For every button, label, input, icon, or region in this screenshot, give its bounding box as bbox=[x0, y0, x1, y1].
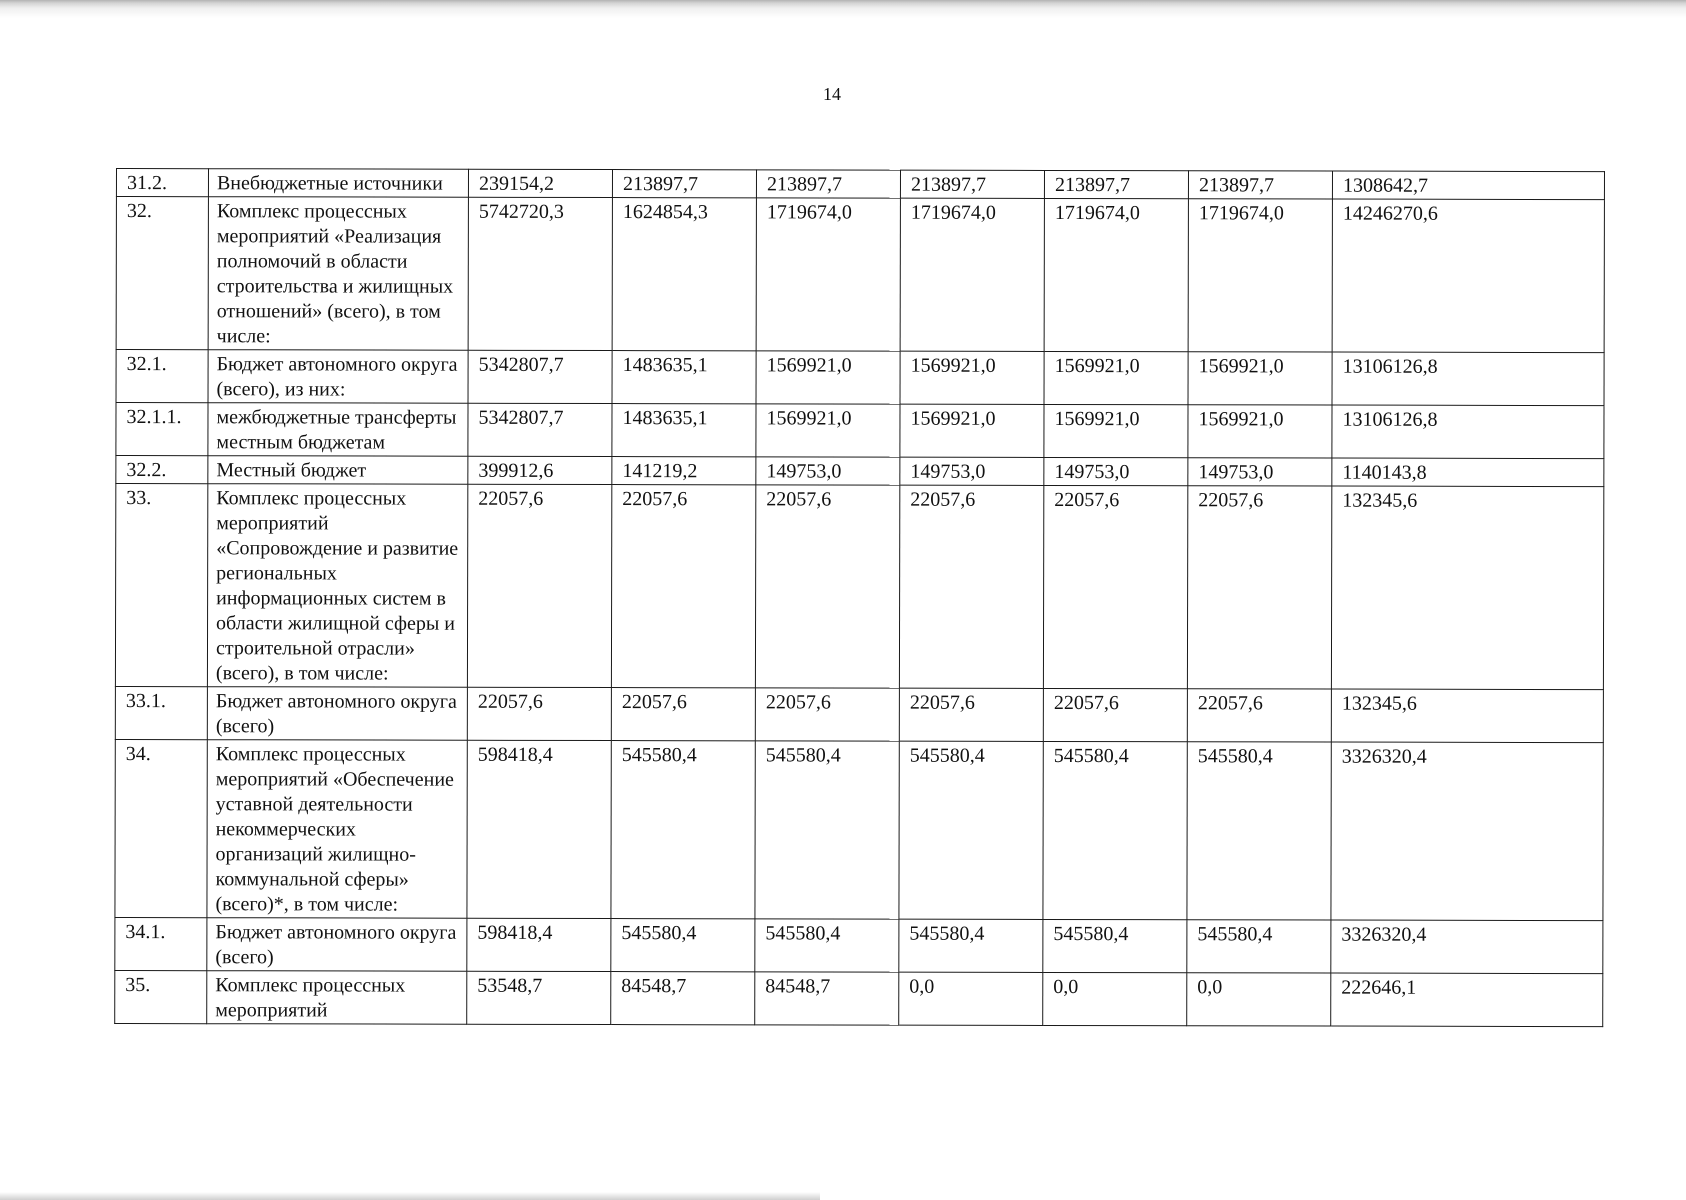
value-cell: 149753,0 bbox=[900, 457, 1044, 485]
table-row bbox=[116, 350, 1604, 406]
row-name: Комплекс процессных мероприятий «Сопровождение и развитие региональных информационных систем в области жилищной сферы и строительной отрасли» (всего), в том числе: bbox=[207, 484, 467, 688]
row-name: Бюджет автономного округа (всего), из них: bbox=[208, 350, 468, 404]
scan-edge-bottom bbox=[0, 1192, 820, 1200]
page-number: 14 bbox=[823, 84, 841, 104]
value-cell: 1569921,0 bbox=[1044, 404, 1188, 457]
value-cell: 3326320,4 bbox=[1331, 742, 1603, 921]
value-cell: 132345,6 bbox=[1331, 486, 1603, 690]
value-cell: 1140143,8 bbox=[1332, 458, 1604, 487]
budget-table bbox=[114, 168, 1605, 1027]
value-cell: 545580,4 bbox=[1187, 920, 1331, 973]
value-cell: 1569921,0 bbox=[1044, 351, 1188, 404]
value-cell: 22057,6 bbox=[899, 688, 1043, 741]
value-cell: 22057,6 bbox=[1187, 689, 1331, 742]
row-code: 31.2. bbox=[116, 169, 208, 197]
value-cell: 1308642,7 bbox=[1332, 171, 1604, 200]
value-cell: 598418,4 bbox=[467, 740, 611, 918]
row-code: 33. bbox=[115, 484, 207, 687]
value-cell: 22057,6 bbox=[467, 687, 611, 740]
row-code: 32.2. bbox=[116, 456, 208, 484]
value-cell: 1719674,0 bbox=[900, 198, 1044, 351]
table-row bbox=[116, 403, 1604, 459]
value-cell: 213897,7 bbox=[612, 170, 756, 198]
value-cell: 0,0 bbox=[1187, 973, 1331, 1026]
value-cell: 545580,4 bbox=[611, 919, 755, 972]
value-cell: 22057,6 bbox=[899, 485, 1043, 688]
value-cell: 1569921,0 bbox=[900, 404, 1044, 457]
value-cell: 13106126,8 bbox=[1332, 405, 1604, 459]
value-cell: 22057,6 bbox=[467, 484, 611, 687]
table-row bbox=[116, 456, 1604, 487]
value-cell: 149753,0 bbox=[756, 457, 900, 485]
value-cell: 545580,4 bbox=[755, 741, 899, 919]
value-cell: 0,0 bbox=[899, 972, 1043, 1025]
table-row bbox=[116, 169, 1604, 200]
table-row bbox=[115, 970, 1603, 1026]
value-cell: 53548,7 bbox=[467, 971, 611, 1024]
value-cell: 399912,6 bbox=[468, 456, 612, 484]
value-cell: 213897,7 bbox=[900, 170, 1044, 198]
value-cell: 1483635,1 bbox=[612, 351, 756, 404]
row-name: Комплекс процессных мероприятий bbox=[207, 971, 467, 1025]
value-cell: 1483635,1 bbox=[612, 404, 756, 457]
row-name: Местный бюджет bbox=[208, 456, 468, 485]
value-cell: 545580,4 bbox=[1043, 919, 1187, 972]
value-cell: 3326320,4 bbox=[1331, 920, 1603, 974]
row-code: 32. bbox=[116, 197, 208, 350]
value-cell: 149753,0 bbox=[1188, 458, 1332, 486]
row-name: Комплекс процессных мероприятий «Реализация полномочий в области строительства и жилищных отношений» (всего), в том числе: bbox=[208, 197, 468, 351]
value-cell: 22057,6 bbox=[1187, 486, 1331, 689]
row-name: Внебюджетные источники bbox=[208, 169, 468, 198]
value-cell: 84548,7 bbox=[611, 972, 755, 1025]
row-name: межбюджетные трансферты местным бюджетам bbox=[208, 403, 468, 457]
value-cell: 1719674,0 bbox=[1044, 198, 1188, 351]
value-cell: 22057,6 bbox=[755, 688, 899, 741]
value-cell: 22057,6 bbox=[1043, 688, 1187, 741]
value-cell: 1569921,0 bbox=[756, 404, 900, 457]
value-cell: 545580,4 bbox=[899, 741, 1043, 919]
row-name: Бюджет автономного округа (всего) bbox=[207, 687, 467, 741]
value-cell: 1719674,0 bbox=[1188, 199, 1332, 352]
table-body bbox=[115, 169, 1605, 1027]
value-cell: 1569921,0 bbox=[756, 351, 900, 404]
row-code: 35. bbox=[115, 970, 207, 1023]
value-cell: 0,0 bbox=[1043, 972, 1187, 1025]
value-cell: 1624854,3 bbox=[612, 198, 756, 351]
value-cell: 14246270,6 bbox=[1332, 199, 1604, 353]
row-name: Комплекс процессных мероприятий «Обеспечение уставной деятельности некоммерческих организаций жилищно-коммунальной сферы» (всего)*, в том числе: bbox=[207, 740, 467, 919]
row-code: 32.1. bbox=[116, 350, 208, 403]
value-cell: 1569921,0 bbox=[1188, 352, 1332, 405]
value-cell: 5342807,7 bbox=[468, 403, 612, 456]
value-cell: 1569921,0 bbox=[900, 351, 1044, 404]
value-cell: 84548,7 bbox=[755, 972, 899, 1025]
value-cell: 598418,4 bbox=[467, 918, 611, 971]
table-row bbox=[115, 739, 1603, 920]
value-cell: 222646,1 bbox=[1331, 973, 1603, 1027]
value-cell: 545580,4 bbox=[755, 919, 899, 972]
value-cell: 132345,6 bbox=[1331, 689, 1603, 743]
scan-edge-top bbox=[0, 0, 1686, 18]
value-cell: 22057,6 bbox=[611, 485, 755, 688]
value-cell: 213897,7 bbox=[1188, 171, 1332, 199]
value-cell: 213897,7 bbox=[756, 170, 900, 198]
value-cell: 545580,4 bbox=[1187, 742, 1331, 920]
table-row bbox=[115, 917, 1603, 973]
value-cell: 545580,4 bbox=[1043, 741, 1187, 919]
table-row bbox=[115, 484, 1603, 690]
value-cell: 1719674,0 bbox=[756, 198, 900, 351]
value-cell: 22057,6 bbox=[611, 688, 755, 741]
value-cell: 545580,4 bbox=[899, 919, 1043, 972]
table-row bbox=[115, 686, 1603, 742]
row-code: 34.1. bbox=[115, 917, 207, 970]
row-code: 33.1. bbox=[115, 686, 207, 739]
value-cell: 545580,4 bbox=[611, 741, 755, 919]
value-cell: 149753,0 bbox=[1044, 457, 1188, 485]
row-code: 34. bbox=[115, 739, 207, 917]
value-cell: 141219,2 bbox=[612, 457, 756, 485]
value-cell: 5342807,7 bbox=[468, 350, 612, 403]
table-row bbox=[116, 197, 1604, 353]
row-code: 32.1.1. bbox=[116, 403, 208, 456]
value-cell: 22057,6 bbox=[1043, 485, 1187, 688]
value-cell: 239154,2 bbox=[468, 169, 612, 197]
value-cell: 22057,6 bbox=[755, 485, 899, 688]
value-cell: 213897,7 bbox=[1044, 170, 1188, 198]
row-name: Бюджет автономного округа (всего) bbox=[207, 918, 467, 972]
value-cell: 5742720,3 bbox=[468, 197, 612, 350]
value-cell: 13106126,8 bbox=[1332, 352, 1604, 406]
value-cell: 1569921,0 bbox=[1188, 405, 1332, 458]
